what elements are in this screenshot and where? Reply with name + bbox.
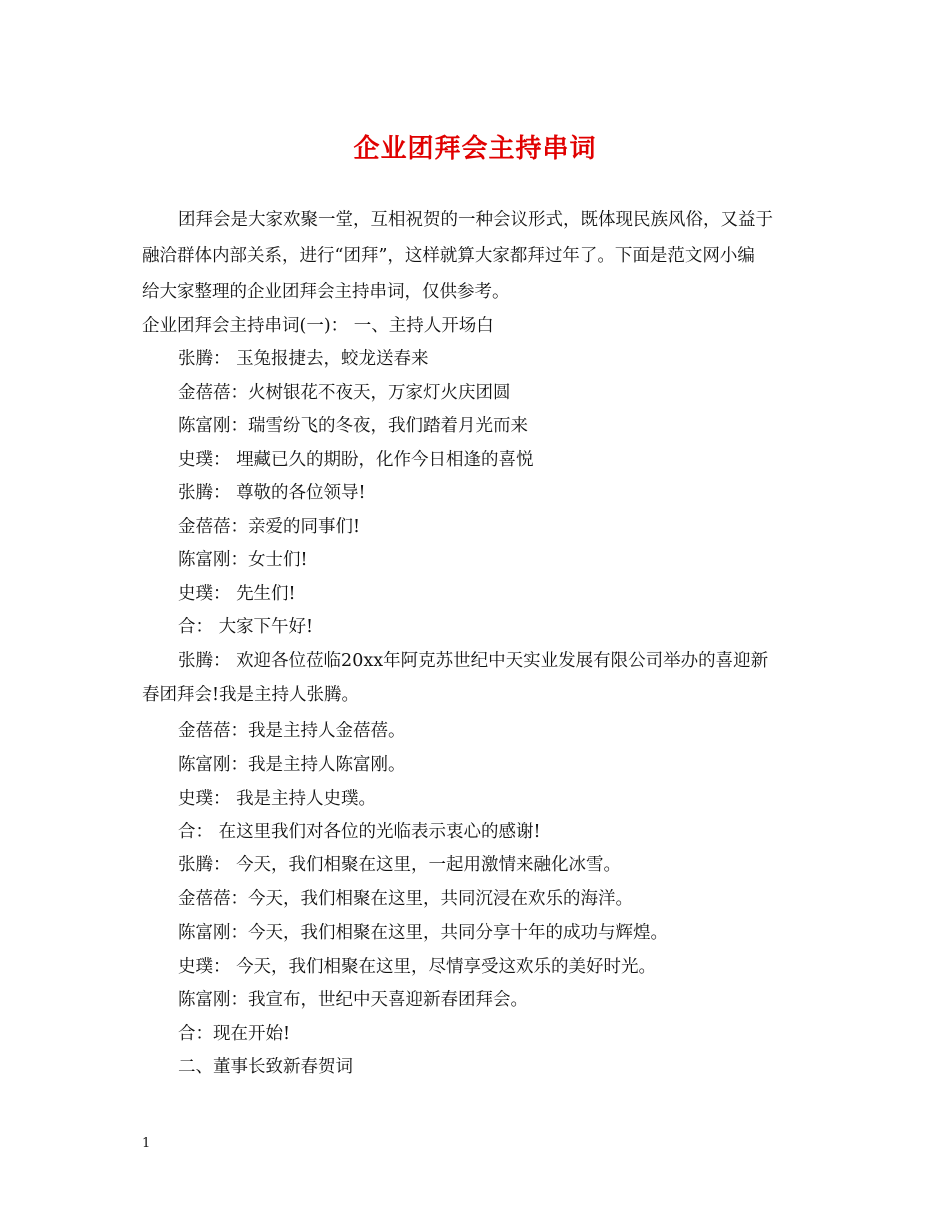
dialogue-line: 陈富刚：我是主持人陈富刚。 — [178, 755, 406, 775]
dialogue-line: 史璞： 埋藏已久的期盼，化作今日相逢的喜悦 — [178, 450, 534, 470]
dialogue-line: 史璞： 我是主持人史璞。 — [178, 789, 377, 809]
dialogue-line: 金蓓蓓：我是主持人金蓓蓓。 — [178, 721, 406, 741]
document-title: 企业团拜会主持串词 — [353, 134, 597, 164]
dialogue-line: 合： 大家下午好! — [178, 617, 314, 637]
dialogue-line: 张腾： 玉兔报捷去，蛟龙送春来 — [178, 349, 429, 369]
dialogue-line: 陈富刚：我宣布，世纪中天喜迎新春团拜会。 — [178, 990, 528, 1010]
dialogue-continuation: 春团拜会!我是主持人张腾。 — [142, 685, 360, 705]
intro-line: 融洽群体内部关系，进行“团拜”，这样就算大家都拜过年了。下面是范文网小编 — [142, 246, 755, 266]
section-subheading: 企业团拜会主持串词(一)： 一、主持人开场白 — [142, 316, 494, 336]
section-heading: 二、董事长致新春贺词 — [178, 1057, 353, 1077]
page-number: 1 — [142, 1136, 151, 1151]
intro-line: 给大家整理的企业团拜会主持串词，仅供参考。 — [142, 282, 510, 302]
dialogue-line: 金蓓蓓：今天，我们相聚在这里，共同沉浸在欢乐的海洋。 — [178, 889, 633, 909]
dialogue-line: 合： 在这里我们对各位的光临表示衷心的感谢! — [178, 822, 541, 842]
dialogue-line: 金蓓蓓：亲爱的同事们! — [178, 517, 361, 537]
dialogue-line: 陈富刚：瑞雪纷飞的冬夜，我们踏着月光而来 — [178, 416, 528, 436]
dialogue-line: 张腾： 今天，我们相聚在这里，一起用激情来融化冰雪。 — [178, 855, 622, 875]
dialogue-line: 金蓓蓓：火树银花不夜天，万家灯火庆团圆 — [178, 383, 511, 403]
dialogue-line: 张腾： 尊敬的各位领导! — [178, 483, 366, 503]
intro-line: 团拜会是大家欢聚一堂，互相祝贺的一种会议形式，既体现民族风俗，又益于 — [178, 210, 773, 230]
dialogue-line: 陈富刚：女士们! — [178, 550, 308, 570]
dialogue-line: 合：现在开始! — [178, 1024, 291, 1044]
dialogue-line: 陈富刚：今天，我们相聚在这里，共同分享十年的成功与辉煌。 — [178, 923, 668, 943]
dialogue-line: 张腾： 欢迎各位莅临20xx年阿克苏世纪中天实业发展有限公司举办的喜迎新 — [178, 651, 769, 671]
dialogue-line: 史璞： 先生们! — [178, 584, 296, 604]
dialogue-line: 史璞： 今天，我们相聚在这里，尽情享受这欢乐的美好时光。 — [178, 957, 657, 977]
